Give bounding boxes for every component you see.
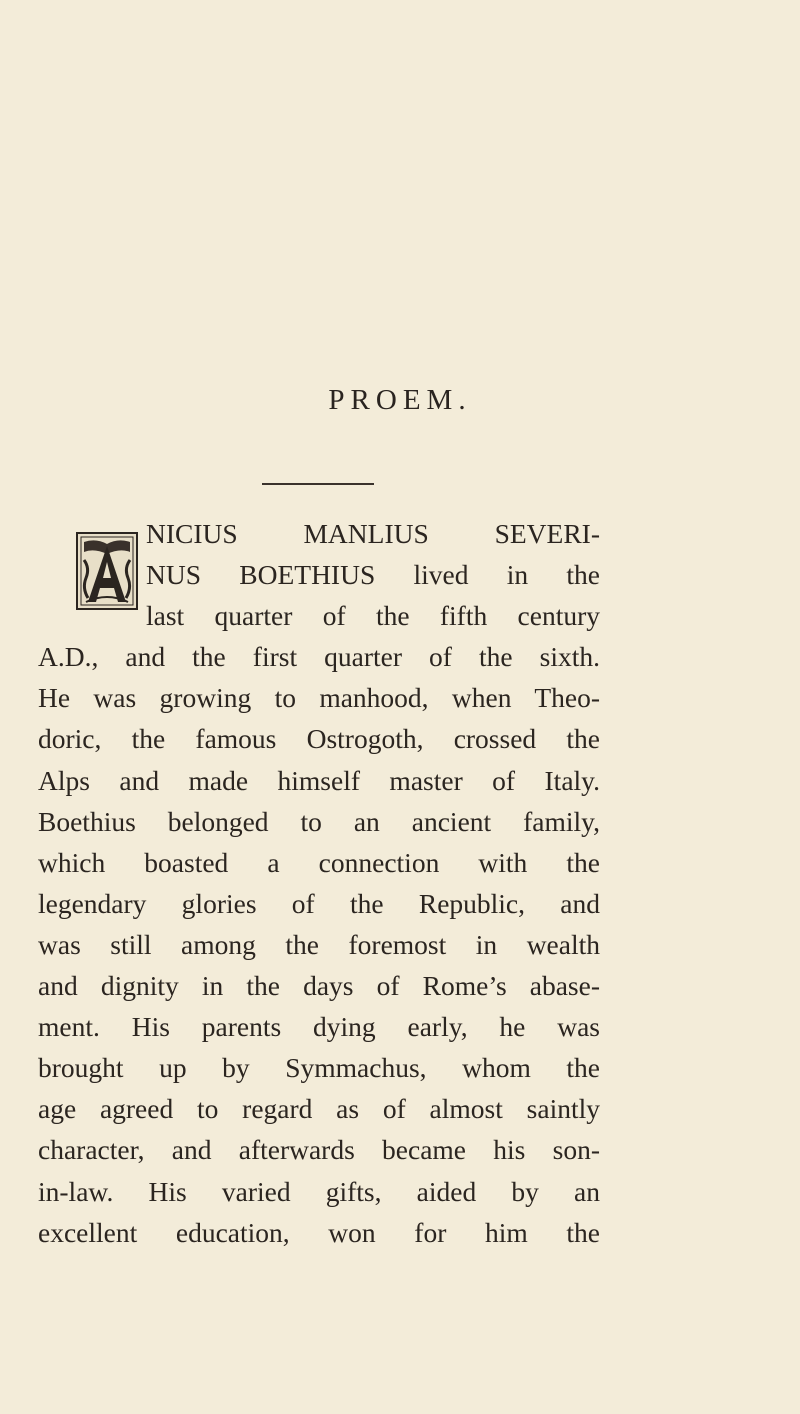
text-line: Boethius belonged to an ancient family,	[38, 805, 600, 837]
text-line: ment. His parents dying early, he was	[38, 1011, 600, 1043]
page-title: PROEM.	[328, 384, 472, 416]
text-line: last quarter of the fifth century	[146, 600, 600, 632]
text-line: A.D., and the first quarter of the sixth.	[38, 641, 600, 673]
text-line: brought up by Symmachus, whom the	[38, 1052, 600, 1084]
body-text	[38, 513, 600, 1253]
text-line: excellent education, won for him the	[38, 1216, 600, 1248]
text-line: which boasted a connection with the	[38, 846, 600, 878]
title-rule	[262, 483, 374, 485]
text-line: doric, the famous Ostrogoth, crossed the	[38, 723, 600, 755]
text-line: NUS BOETHIUS lived in the	[146, 559, 600, 591]
text-line: Alps and made himself master of Italy.	[38, 764, 600, 796]
text-line: NICIUS MANLIUS SEVERI-	[146, 518, 600, 549]
text-line: character, and afterwards became his son-	[38, 1134, 600, 1166]
text-line: age agreed to regard as of almost saintly	[38, 1093, 600, 1125]
text-line: legendary glories of the Republic, and	[38, 887, 600, 919]
text-line: and dignity in the days of Rome’s abase-	[38, 970, 600, 1002]
text-line: in-law. His varied gifts, aided by an	[38, 1175, 600, 1207]
text-line: He was growing to manhood, when Theo-	[38, 682, 600, 714]
text-line: was still among the foremost in wealth	[38, 928, 600, 960]
